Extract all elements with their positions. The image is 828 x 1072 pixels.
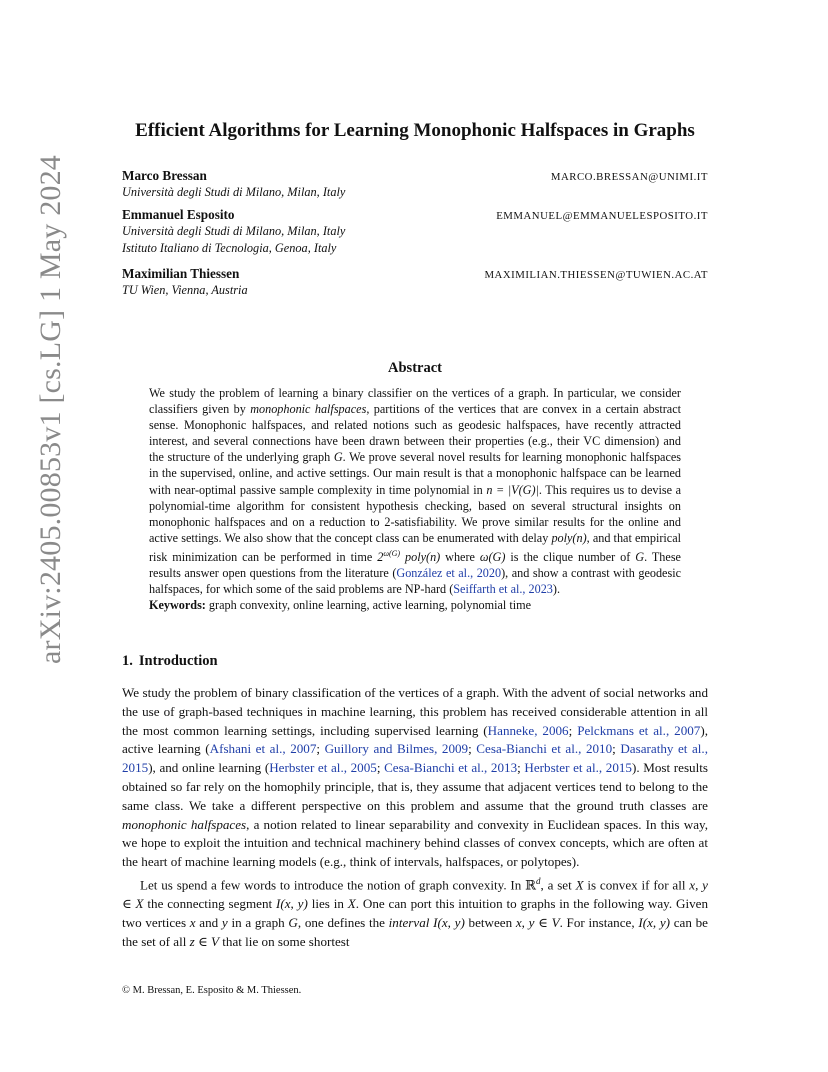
author-name: Marco Bressan — [122, 168, 207, 183]
abstract-paragraph: We study the problem of learning a binary classifier on the vertices of a graph. In particular, we consider classifiers given by monophonic halfspaces, partitions of the vertices that are convex in a certain abstract sense. Monophonic halfspaces, and related notions such as geodesic halfspaces, have recently attracted interest, and several connections have been drawn between their properties (e.g., their VC dimension) and the structure of the underlying graph G. We prove several novel results for learning monophonic halfspaces in the supervised, online, and active settings. Our main result is that a monophonic halfspace can be learned with near-optimal passive sample complexity in time polynomial in n = |V(G)|. This requires us to devise a polynomial-time algorithm for consistent hypothesis checking, based on several structural insights on monophonic halfspaces and on a reduction to 2-satisfiability. We prove similar results for the online and active settings. We also show that the concept class can be enumerated with delay poly(n), and that empirical risk minimization can be performed in time $2^{\omega(G)}$ poly(n) where ω(G) is the clique number of G. These results answer open questions from the literature (González et al., 2020), and show a contrast with geodesic halfspaces, for which some of the said problems are NP-hard (Seiffarth et al., 2023). — [149, 386, 682, 597]
citation-link[interactable]: Herbster et al., 2015 — [524, 760, 632, 776]
citation-link[interactable]: Hanneke, 2006 — [487, 722, 569, 738]
author-name: Maximilian Thiessen — [122, 266, 240, 281]
citation-link[interactable]: Afshani et al., 2007 — [209, 741, 317, 757]
citation-link[interactable]: González et al., 2020 — [396, 566, 502, 581]
citation-link[interactable]: Cesa-Bianchi et al., 2010 — [476, 741, 613, 757]
citation-link[interactable]: Dasarathy et al., 2015 — [122, 741, 708, 776]
citation-link[interactable]: Herbster et al., 2005 — [269, 760, 377, 776]
arxiv-identifier: arXiv:2405.00853v1 [cs.LG] 1 May 2024 — [34, 155, 67, 664]
author-email[interactable]: MARCO.BRESSAN@UNIMI.IT — [550, 171, 708, 183]
citation-link[interactable]: Pelckmans et al., 2007 — [577, 722, 701, 738]
introduction-body — [122, 684, 708, 952]
intro-paragraph-1: We study the problem of binary classification of the vertices of a graph. With the advent of social networks and the use of graph-based techniques in machine learning, this problem has received considerable attention in all the most common learning settings, including supervised learning (Hanneke, 2006; Pelckmans et al., 2007), active learning (Afshani et al., 2007; Guillory and Bilmes, 2009; Cesa-Bianchi et al., 2010; Dasarathy et al., 2015), and online learning (Herbster et al., 2005; Cesa-Bianchi et al., 2013; Herbster et al., 2015). Most results obtained so far rely on the homophily principle, that is, they assume that adjacent vertices tend to belong to the same class. We take a different perspective on this problem and assume that the ground truth classes are monophonic halfspaces, a notion related to linear separability and convexity in Euclidean spaces. In this way, we hope to exploit the intuition and technical machinery behind classes of convex concepts, which are often at the heart of machine learning models (e.g., think of intervals, halfspaces, or polytopes). — [122, 685, 708, 870]
author-block-2 — [122, 207, 708, 257]
author-email[interactable]: EMMANUEL@EMMANUELESPOSITO.IT — [496, 210, 708, 222]
author-affiliation: Università degli Studi di Milano, Milan, Italy — [122, 224, 346, 238]
keywords-label: Keywords: — [149, 598, 206, 613]
keywords-line — [149, 597, 681, 613]
author-block-1 — [122, 168, 708, 201]
abstract-body — [149, 385, 681, 613]
author-block-3 — [122, 266, 708, 299]
citation-link[interactable]: Cesa-Bianchi et al., 2013 — [384, 760, 518, 776]
author-affiliation: Istituto Italiano di Tecnologia, Genoa, Italy — [122, 241, 337, 255]
section-heading-introduction: 1. Introduction — [122, 653, 218, 669]
intro-paragraph-2: Let us spend a few words to introduce the notion of graph convexity. In ℝ$^d$, a set X is convex if for all x, y ∈ X the connecting segment I(x, y) lies in X. One can port this intuition to graphs in the following way. Given two vertices x and y in a graph G, one defines the interval I(x, y) between x, y ∈ V. For instance, I(x, y) can be the set of all z ∈ V that lie on some shortest — [122, 875, 708, 949]
author-email[interactable]: MAXIMILIAN.THIESSEN@TUWIEN.AC.AT — [484, 269, 708, 281]
author-affiliation: TU Wien, Vienna, Austria — [122, 283, 248, 297]
paper-title: Efficient Algorithms for Learning Monophonic Halfspaces in Graphs — [135, 120, 695, 141]
copyright-footer: © M. Bressan, E. Esposito & M. Thiessen. — [122, 985, 302, 996]
citation-link[interactable]: Seiffarth et al., 2023 — [453, 582, 553, 597]
author-name: Emmanuel Esposito — [122, 207, 235, 222]
citation-link[interactable]: Guillory and Bilmes, 2009 — [324, 741, 469, 757]
abstract-heading: Abstract — [388, 360, 442, 376]
author-affiliation: Università degli Studi di Milano, Milan, Italy — [122, 185, 346, 199]
keywords-list: graph convexity, online learning, active learning, polynomial time — [208, 598, 532, 613]
